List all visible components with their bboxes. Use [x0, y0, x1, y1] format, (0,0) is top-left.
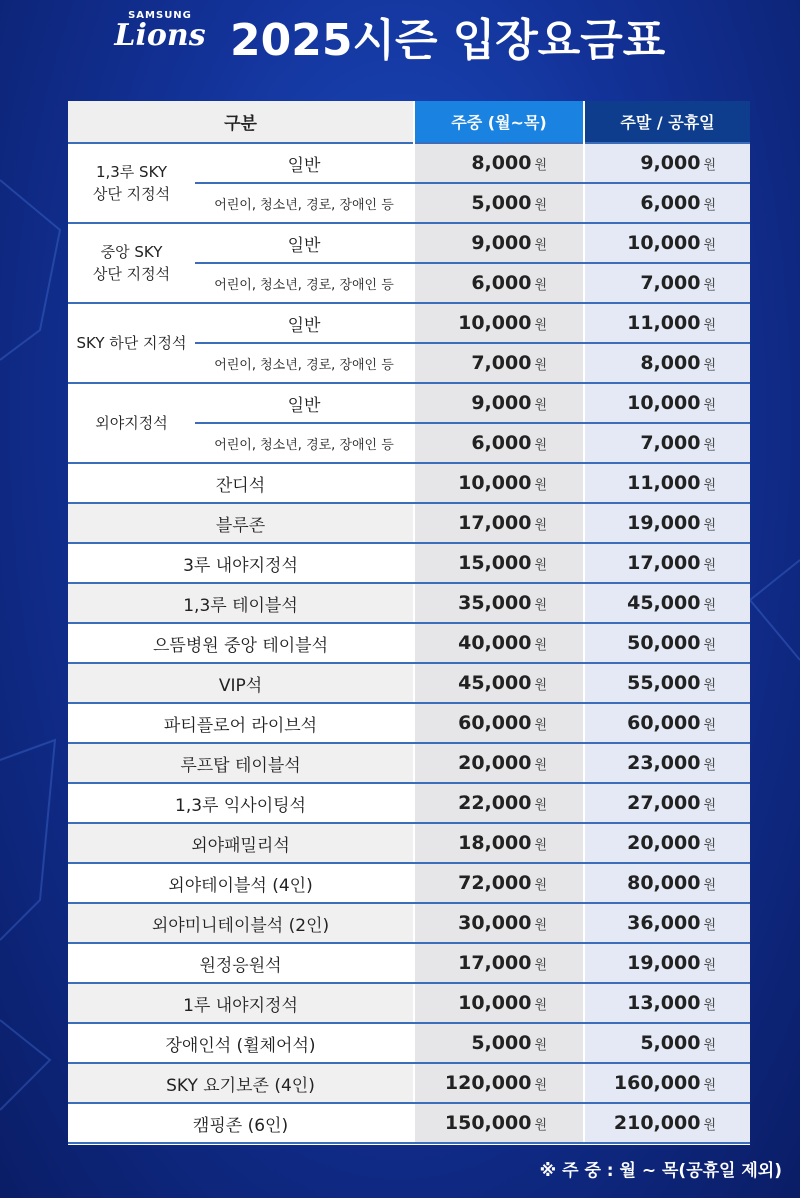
price-value: 20,000 — [627, 832, 701, 854]
weekend-price — [585, 784, 750, 822]
price-value: 60,000 — [458, 712, 532, 734]
price-value: 35,000 — [458, 592, 532, 614]
table-row — [68, 824, 750, 864]
logo-brand: SAMSUNG — [128, 10, 192, 21]
price-value: 10,000 — [458, 992, 532, 1014]
weekend-price — [585, 304, 750, 342]
price-unit: 원 — [534, 157, 547, 173]
weekday-price — [415, 624, 583, 662]
seat-name: 외야테이블석 (4인) — [168, 875, 313, 896]
price-unit: 원 — [703, 1077, 716, 1093]
table-row — [68, 1104, 750, 1144]
price-unit: 원 — [703, 277, 716, 293]
weekend-price — [585, 944, 750, 982]
table-row — [195, 184, 750, 224]
weekend-price — [585, 984, 750, 1022]
price-value: 13,000 — [627, 992, 701, 1014]
group-name: SKY 하단 지정석 — [68, 304, 195, 384]
price-value: 7,000 — [640, 272, 701, 294]
weekend-price — [585, 904, 750, 942]
price-unit: 원 — [534, 997, 547, 1013]
seat-group — [68, 304, 750, 384]
price-unit: 원 — [534, 277, 547, 293]
price-value: 19,000 — [627, 512, 701, 534]
price-unit: 원 — [703, 397, 716, 413]
price-unit: 원 — [534, 717, 547, 733]
price-value: 6,000 — [471, 432, 532, 454]
price-value: 120,000 — [444, 1072, 532, 1094]
weekday-price — [415, 584, 583, 622]
price-value: 9,000 — [471, 392, 532, 414]
price-unit: 원 — [703, 517, 716, 533]
price-unit: 원 — [534, 477, 547, 493]
weekday-price — [415, 704, 583, 742]
table-row — [195, 144, 750, 184]
header-weekday: 주중 (월~목) — [415, 101, 583, 144]
price-unit: 원 — [703, 317, 716, 333]
table-row — [68, 664, 750, 704]
price-unit: 원 — [534, 357, 547, 373]
weekend-price — [585, 144, 750, 182]
price-value: 11,000 — [627, 312, 701, 334]
price-value: 8,000 — [640, 352, 701, 374]
price-unit: 원 — [703, 357, 716, 373]
weekend-price — [585, 1064, 750, 1102]
seat-name: VIP석 — [68, 664, 413, 702]
seat-name: 1,3루 익사이팅석 — [175, 795, 306, 816]
weekend-price — [585, 504, 750, 542]
price-unit: 원 — [534, 677, 547, 693]
group-name: 중앙 SKY 상단 지정석 — [68, 224, 195, 304]
table-row — [68, 984, 750, 1024]
seat-name: 루프탑 테이블석 — [68, 744, 413, 782]
price-value: 17,000 — [458, 512, 532, 534]
price-value: 60,000 — [627, 712, 701, 734]
price-value: 160,000 — [613, 1072, 701, 1094]
weekday-price — [415, 144, 583, 182]
sub-category: 일반 — [287, 315, 321, 336]
weekday-price — [415, 744, 583, 782]
footnote: ※ 주 중 : 월 ~ 목(공휴일 제외) — [539, 1161, 782, 1181]
weekend-price — [585, 664, 750, 702]
weekend-price — [585, 1024, 750, 1062]
price-unit: 원 — [703, 237, 716, 253]
weekend-price — [585, 1104, 750, 1142]
price-unit: 원 — [534, 957, 547, 973]
price-unit: 원 — [703, 1117, 716, 1133]
weekday-price — [415, 384, 583, 422]
price-value: 19,000 — [627, 952, 701, 974]
seat-name: 잔디석 — [215, 475, 266, 496]
price-table — [68, 101, 750, 1145]
price-value: 10,000 — [627, 392, 701, 414]
price-unit: 원 — [534, 797, 547, 813]
table-row — [68, 464, 750, 504]
weekend-price — [585, 344, 750, 382]
price-unit: 원 — [703, 477, 716, 493]
price-value: 5,000 — [471, 1032, 532, 1054]
price-value: 7,000 — [471, 352, 532, 374]
price-unit: 원 — [534, 1117, 547, 1133]
price-value: 40,000 — [458, 632, 532, 654]
sub-category: 일반 — [287, 235, 321, 256]
weekday-price — [415, 984, 583, 1022]
seat-name: 외야미니테이블석 (2인) — [68, 904, 413, 942]
price-unit: 원 — [534, 237, 547, 253]
price-value: 11,000 — [627, 472, 701, 494]
price-unit: 원 — [703, 637, 716, 653]
weekday-price — [415, 504, 583, 542]
price-unit: 원 — [534, 837, 547, 853]
price-value: 17,000 — [458, 952, 532, 974]
weekday-price — [415, 304, 583, 342]
price-unit: 원 — [534, 557, 547, 573]
price-unit: 원 — [534, 437, 547, 453]
weekday-price — [415, 1104, 583, 1142]
seat-group — [68, 224, 750, 304]
price-unit: 원 — [534, 317, 547, 333]
price-unit: 원 — [703, 837, 716, 853]
price-unit: 원 — [534, 877, 547, 893]
price-value: 20,000 — [458, 752, 532, 774]
weekend-price — [585, 744, 750, 782]
price-unit: 원 — [703, 197, 716, 213]
table-row — [195, 384, 750, 424]
seat-name: SKY 요기보존 (4인) — [68, 1064, 413, 1102]
price-unit: 원 — [534, 517, 547, 533]
price-unit: 원 — [703, 717, 716, 733]
price-value: 10,000 — [627, 232, 701, 254]
header-weekend: 주말 / 공휴일 — [585, 101, 750, 144]
weekday-price — [415, 664, 583, 702]
price-unit: 원 — [703, 917, 716, 933]
price-value: 50,000 — [627, 632, 701, 654]
price-unit: 원 — [703, 157, 716, 173]
price-value: 15,000 — [458, 552, 532, 574]
price-value: 36,000 — [627, 912, 701, 934]
weekday-price — [415, 464, 583, 502]
table-row — [195, 424, 750, 464]
price-value: 10,000 — [458, 472, 532, 494]
weekday-price — [415, 904, 583, 942]
group-name: 외야지정석 — [68, 384, 195, 464]
group-name: 1,3루 SKY 상단 지정석 — [68, 144, 195, 224]
table-row — [68, 784, 750, 824]
sub-category: 어린이, 청소년, 경로, 장애인 등 — [214, 277, 394, 293]
weekend-price — [585, 544, 750, 582]
seat-name: 장애인석 (휠체어석) — [165, 1035, 316, 1056]
price-unit: 원 — [534, 397, 547, 413]
table-row — [68, 1024, 750, 1064]
weekday-price — [415, 424, 583, 462]
weekday-price — [415, 344, 583, 382]
price-value: 6,000 — [471, 272, 532, 294]
price-unit: 원 — [534, 597, 547, 613]
price-value: 6,000 — [640, 192, 701, 214]
price-unit: 원 — [703, 757, 716, 773]
seat-name: 원정응원석 — [199, 955, 282, 976]
price-unit: 원 — [534, 1077, 547, 1093]
price-value: 17,000 — [627, 552, 701, 574]
weekday-price — [415, 544, 583, 582]
sub-category: 어린이, 청소년, 경로, 장애인 등 — [214, 197, 394, 213]
group-subrows — [195, 304, 750, 384]
price-value: 55,000 — [627, 672, 701, 694]
seat-group — [68, 144, 750, 224]
seat-name: 으뜸병원 중앙 테이블석 — [152, 635, 329, 656]
price-unit: 원 — [703, 437, 716, 453]
price-value: 210,000 — [613, 1112, 701, 1134]
price-value: 8,000 — [471, 152, 532, 174]
table-row — [68, 864, 750, 904]
table-row — [68, 624, 750, 664]
weekend-price — [585, 824, 750, 862]
sub-category: 어린이, 청소년, 경로, 장애인 등 — [214, 357, 394, 373]
weekend-price — [585, 624, 750, 662]
price-value: 5,000 — [471, 192, 532, 214]
table-row — [68, 584, 750, 624]
weekday-price — [415, 1024, 583, 1062]
table-header — [68, 101, 750, 144]
seat-name: 외야패밀리석 — [68, 824, 413, 862]
table-row — [68, 944, 750, 984]
price-value: 7,000 — [640, 432, 701, 454]
seat-name: 블루존 — [68, 504, 413, 542]
group-subrows — [195, 224, 750, 304]
weekend-price — [585, 184, 750, 222]
price-value: 22,000 — [458, 792, 532, 814]
group-subrows — [195, 144, 750, 224]
seat-name: 캠핑존 (6인) — [192, 1115, 289, 1136]
price-value: 23,000 — [627, 752, 701, 774]
weekend-price — [585, 424, 750, 462]
seat-name: 1루 내야지정석 — [68, 984, 413, 1022]
weekend-price — [585, 264, 750, 302]
price-unit: 원 — [534, 197, 547, 213]
price-value: 18,000 — [458, 832, 532, 854]
table-row — [195, 224, 750, 264]
price-unit: 원 — [703, 677, 716, 693]
price-unit: 원 — [703, 877, 716, 893]
price-value: 10,000 — [458, 312, 532, 334]
seat-name: 1,3루 테이블석 — [68, 584, 413, 622]
price-value: 80,000 — [627, 872, 701, 894]
sub-category: 일반 — [287, 155, 321, 176]
weekday-price — [415, 864, 583, 902]
weekday-price — [415, 184, 583, 222]
price-value: 27,000 — [627, 792, 701, 814]
seat-name: 3루 내야지정석 — [183, 555, 298, 576]
weekend-price — [585, 864, 750, 902]
table-row — [68, 744, 750, 784]
price-value: 150,000 — [444, 1112, 532, 1134]
weekday-price — [415, 264, 583, 302]
price-value: 30,000 — [458, 912, 532, 934]
price-unit: 원 — [703, 1037, 716, 1053]
weekend-price — [585, 464, 750, 502]
price-unit: 원 — [703, 597, 716, 613]
page-title: 2025시즌 입장요금표 — [230, 15, 666, 66]
table-row — [68, 704, 750, 744]
weekend-price — [585, 704, 750, 742]
price-unit: 원 — [534, 1037, 547, 1053]
seat-group — [68, 384, 750, 464]
price-value: 45,000 — [627, 592, 701, 614]
seat-name: 파티플로어 라이브석 — [163, 715, 318, 736]
weekend-price — [585, 584, 750, 622]
weekday-price — [415, 784, 583, 822]
price-value: 9,000 — [471, 232, 532, 254]
price-unit: 원 — [703, 997, 716, 1013]
lions-logo — [110, 6, 210, 70]
weekday-price — [415, 224, 583, 262]
weekend-price — [585, 224, 750, 262]
table-row — [195, 304, 750, 344]
table-row — [68, 504, 750, 544]
price-unit: 원 — [703, 797, 716, 813]
table-row — [195, 344, 750, 384]
group-subrows — [195, 384, 750, 464]
sub-category: 어린이, 청소년, 경로, 장애인 등 — [214, 437, 394, 453]
price-value: 45,000 — [458, 672, 532, 694]
price-unit: 원 — [534, 757, 547, 773]
table-row — [68, 1064, 750, 1104]
table-row — [68, 904, 750, 944]
price-unit: 원 — [703, 557, 716, 573]
header-category: 구분 — [68, 101, 413, 144]
weekday-price — [415, 1064, 583, 1102]
price-value: 5,000 — [640, 1032, 701, 1054]
weekday-price — [415, 944, 583, 982]
price-unit: 원 — [534, 637, 547, 653]
price-value: 72,000 — [458, 872, 532, 894]
logo-team: Lions — [114, 18, 206, 53]
weekday-price — [415, 824, 583, 862]
price-unit: 원 — [534, 917, 547, 933]
weekend-price — [585, 384, 750, 422]
sub-category: 일반 — [287, 395, 321, 416]
table-body — [68, 144, 750, 1144]
table-row — [68, 544, 750, 584]
price-value: 9,000 — [640, 152, 701, 174]
price-unit: 원 — [703, 957, 716, 973]
table-row — [195, 264, 750, 304]
